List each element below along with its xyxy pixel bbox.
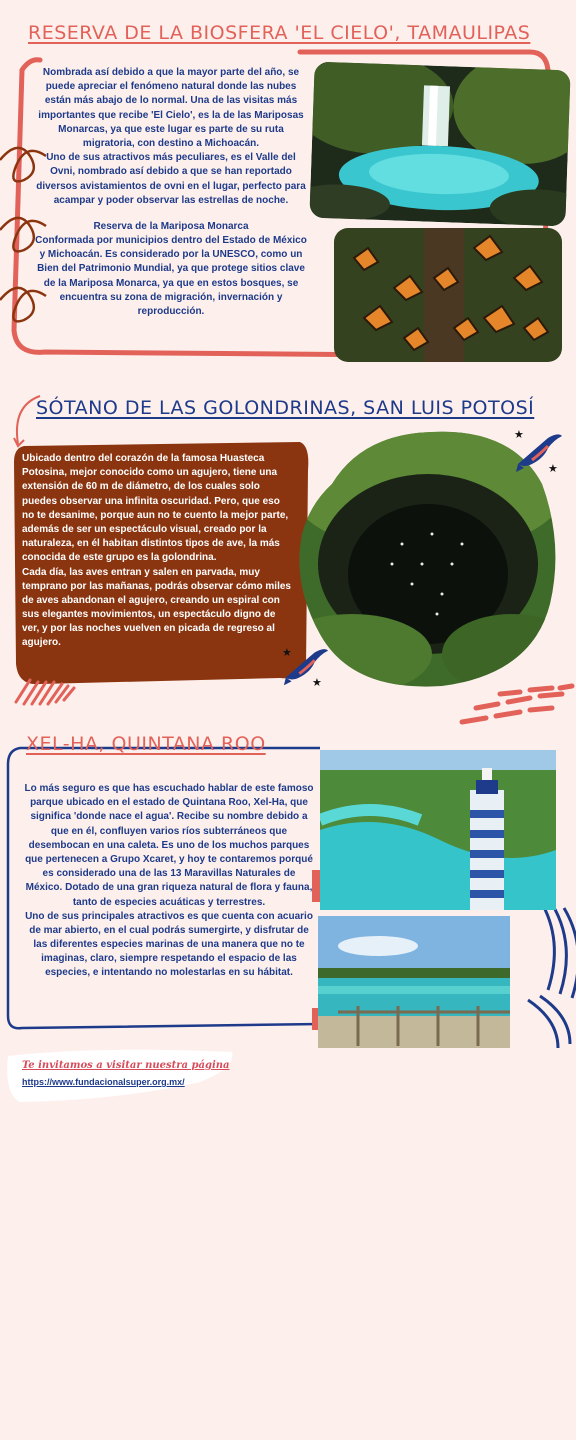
- section1-paragraph-3: Conformada por municipios dentro del Estado de México y Michoacán. Es considerado por la UNESCO, como un Bien del Patrimonio Mundial, ya que protege sitios clave de la Mariposa Monarca, ya que en estos bosques, se encuentra su zona de migración, invernación y reproducción.: [35, 235, 307, 317]
- navy-arcs: [528, 900, 576, 1048]
- brush-stroke: [7, 1050, 232, 1102]
- section3-text: [24, 782, 314, 981]
- section1-paragraph-2: Uno de sus atractivos más peculiares, es el Valle del Ovni, nombrado así debido a que se han reportado diversos avistamientos de ovni en el lugar, perfecto para acampar y poder observar las estrellas de noche.: [36, 152, 306, 206]
- section2-text: [22, 452, 294, 651]
- coral-dashes: [462, 686, 572, 722]
- waterfall-photo: [309, 62, 570, 227]
- section1-text: [34, 66, 308, 319]
- star-icon: ★: [282, 647, 292, 659]
- section1-subheading: Reserva de la Mariposa Monarca: [93, 220, 249, 232]
- section1-title: RESERVA DE LA BIOSFERA 'EL CIELO', TAMAULIPAS: [28, 22, 531, 44]
- section3-paragraph-2: Uno de sus principales atractivos es que cuenta con acuario de mar abierto, en el cual podrás sumergirte, y disfrutar de las diferentes especies marinas de una manera que no te imaginas, claro, siempre respetando el espacio de las especies, e intentando no molestarlas en su hábitat.: [25, 910, 313, 979]
- hatch-strokes: [16, 680, 74, 704]
- section2-paragraph-2: Cada día, las aves entran y salen en parvada, muy temprano por las mañanas, podrás observar cómo miles de aves abandonan el agujero, creando un espiral con sus elegantes movimientos, un espectáculo digno de ver, y por las noches vuelven en picada de regreso al agujero.: [22, 566, 291, 649]
- star-icon: ★: [548, 463, 558, 475]
- section3-paragraph-1: Lo más seguro es que has escuchado hablar de este famoso parque ubicado en el estado de Quintana Roo, Xel-Ha, que significa 'donde nace el agua'. Recibe su nombre debido a que en él, confluyen varios ríos subterráneos que desembocan en una caleta. Es uno de los muchos parques que pertenecen a Grupo Xcaret, y hoy te contaremos porqué es considerado una de las 13 Maravillas Naturales de México. Dotado de una gran riqueza natural de flora y fauna, tanto de especies acuáticas y terrestres.: [24, 783, 314, 908]
- section3-title: XEL-HA, QUINTANA ROO: [26, 733, 266, 755]
- footer-website-link[interactable]: https://www.fundacionalsuper.org.mx/: [22, 1077, 185, 1087]
- section1-paragraph-1: Nombrada así debido a que la mayor parte del año, se puede apreciar el fenómeno natural donde las nubes están más abajo de lo normal. Una de las visitas más importantes que recibe 'El Cielo', es la de las Mariposas Monarcas, ya que este lugar es parte de su ruta migratoria, con destino a Michoacán.: [38, 67, 304, 149]
- section2-title: SÓTANO DE LAS GOLONDRINAS, SAN LUIS POTOSÍ: [36, 397, 535, 419]
- footer-invite-text: Te invitamos a visitar nuestra página: [22, 1060, 230, 1071]
- xelha-lighthouse-photo: [320, 750, 556, 910]
- monarch-photo: [334, 228, 562, 362]
- star-icon: ★: [514, 429, 524, 441]
- section2-paragraph-1: Ubicado dentro del corazón de la famosa Huasteca Potosina, mejor conocido como un agujero, tiene una extensión de 60 m de diámetro, de los cuales solo puedes observar una infinita oscuridad. Pero, que eso no te desanime, porque aun no te cuento la mejor parte, además de ser un espectáculo visual, creado por la naturaleza, en él habitan distintos tipos de ave, la más conocida de este grupo es la golondrina.: [22, 453, 289, 564]
- xelha-lagoon-photo: [318, 916, 510, 1048]
- star-icon: ★: [312, 677, 322, 689]
